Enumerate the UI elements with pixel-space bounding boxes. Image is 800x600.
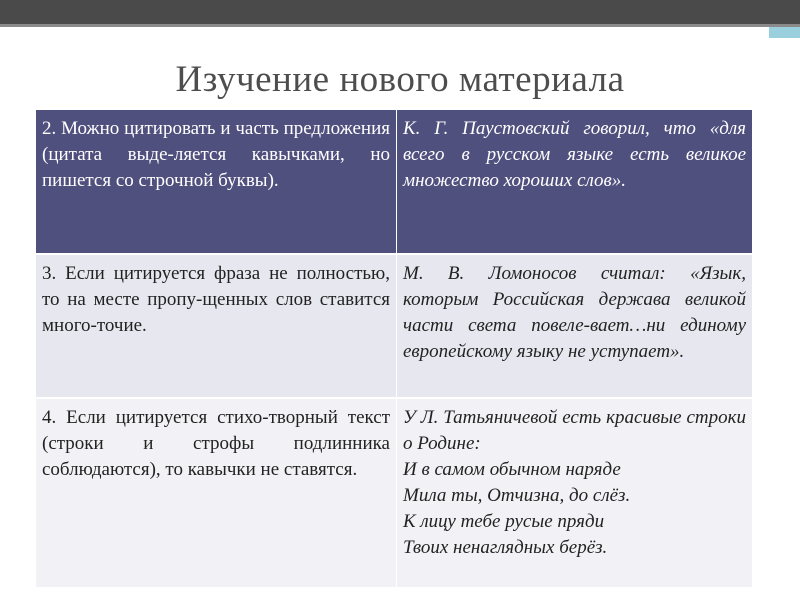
corner-accent-bar [769, 27, 800, 38]
table-row [36, 254, 752, 398]
example-cell: М. В. Ломоносов считал: «Язык, которым Российская держава великой части света повеле-вает…ни единому европейскому языку не уступает». [397, 254, 753, 398]
example-intro: У Л. Татьяничевой есть красивые строки о Родине: [403, 407, 746, 454]
example-cell: К. Г. Паустовский говорил, что «для всего в русском языке есть великое множество хороших слов». [397, 110, 753, 254]
slide-title: Изучение нового материала [175, 59, 625, 100]
example-poem: И в самом обычном наряде Мила ты, Отчизна, до слёз. К лицу тебе русые пряди Твоих ненаглядных берёз. [403, 459, 631, 558]
example-cell [397, 398, 753, 587]
top-decorative-band [0, 0, 800, 24]
table-row [36, 398, 752, 587]
rule-cell: 2. Можно цитировать и часть предложения (цитата выде-ляется кавычками, но пишется со строчной буквы). [36, 110, 397, 254]
quotation-rules-table [36, 110, 752, 587]
table-row [36, 110, 752, 254]
rule-cell: 4. Если цитируется стихо-творный текст (строки и строфы подлинника соблюдаются), то кавычки не ставятся. [36, 398, 397, 587]
top-decorative-line [0, 24, 800, 27]
rule-cell: 3. Если цитируется фраза не полностью, то на месте пропу-щенных слов ставится много-точие. [36, 254, 397, 398]
